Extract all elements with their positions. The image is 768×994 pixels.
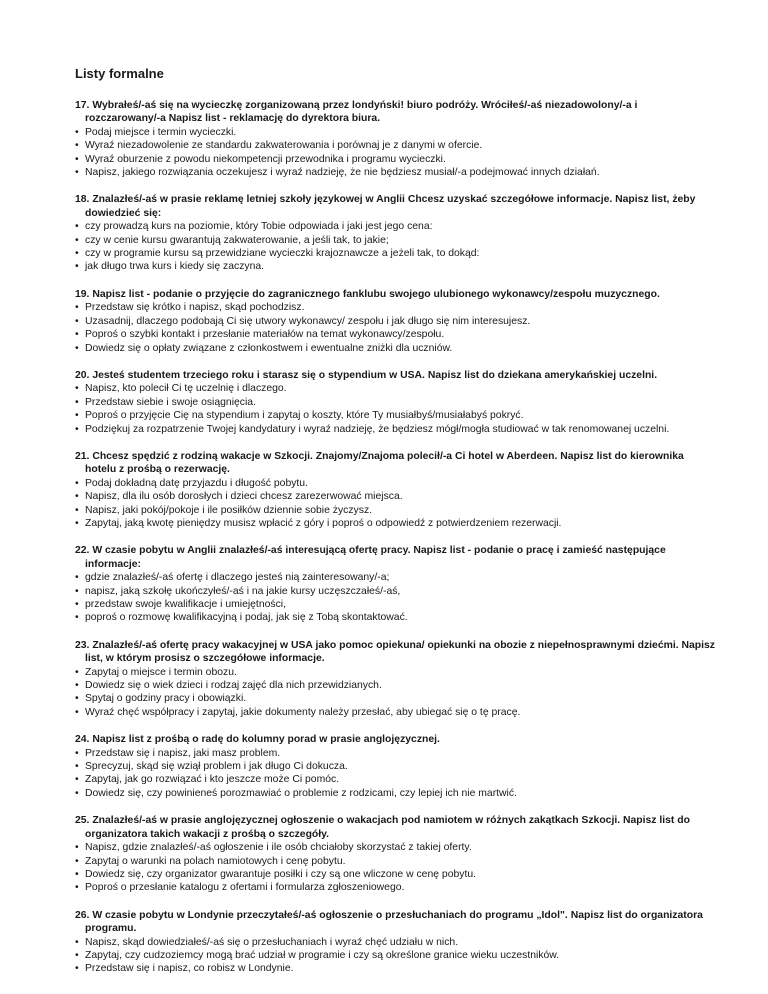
task-bullet-list bbox=[75, 841, 715, 895]
bullet-icon: • bbox=[75, 855, 79, 867]
list-item-text: Poproś o przyjęcie Cię na stypendium i zapytaj o koszty, które Ty musiałbyś/musiałabyś pokryć. bbox=[85, 410, 524, 422]
list-item-text: Zapytaj o warunki na polach namiotowych i cenę pobytu. bbox=[85, 855, 346, 867]
task-heading: 24. Napisz list z prośbą o radę do kolumny porad w prasie anglojęzycznej. bbox=[75, 734, 440, 746]
task-section bbox=[75, 639, 715, 719]
list-item bbox=[75, 260, 715, 273]
list-item bbox=[75, 787, 715, 800]
bullet-icon: • bbox=[75, 153, 79, 165]
task-bullet-list bbox=[75, 747, 715, 801]
list-item-text: Wyraź oburzenie z powodu niekompetencji przewodnika i programu wycieczki. bbox=[85, 153, 446, 165]
bullet-icon: • bbox=[75, 410, 79, 422]
list-item-text: Przedstaw się krótko i napisz, skąd pochodzisz. bbox=[85, 302, 305, 314]
list-item-text: Napisz, gdzie znalazłeś/-aś ogłoszenie i ile osób chciałoby skorzystać z takiej oferty. bbox=[85, 842, 472, 854]
list-item bbox=[75, 855, 715, 868]
list-item bbox=[75, 477, 715, 490]
bullet-icon: • bbox=[75, 949, 79, 961]
bullet-icon: • bbox=[75, 963, 79, 975]
bullet-icon: • bbox=[75, 477, 79, 489]
list-item bbox=[75, 571, 715, 584]
list-item bbox=[75, 153, 715, 166]
bullet-icon: • bbox=[75, 680, 79, 692]
list-item-text: gdzie znalazłeś/-aś ofertę i dlaczego jesteś nią zainteresowany/-a; bbox=[85, 572, 390, 584]
list-item-text: Poproś o przesłanie katalogu z ofertami i formularza zgłoszeniowego. bbox=[85, 882, 405, 894]
bullet-icon: • bbox=[75, 221, 79, 233]
list-item bbox=[75, 342, 715, 355]
list-item-text: jak długo trwa kurs i kiedy się zaczyna. bbox=[85, 261, 265, 273]
list-item-text: poproś o rozmowę kwalifikacyjną i podaj, jak się z Tobą skontaktować. bbox=[85, 612, 408, 624]
list-item bbox=[75, 382, 715, 395]
list-item-text: Wyraź chęć współpracy i zapytaj, jakie dokumenty należy przesłać, aby ubiegać się o tę pracę. bbox=[85, 706, 521, 718]
task-bullet-list bbox=[75, 936, 715, 976]
list-item-text: Wyraź niezadowolenie ze standardu zakwaterowania i porównaj je z danymi w ofercie. bbox=[85, 140, 483, 152]
bullet-icon: • bbox=[75, 261, 79, 273]
list-item-text: Zapytaj, jaką kwotę pieniędzy musisz wpłacić z góry i poproś o odpowiedź z potwierdzeniem rezerwacji. bbox=[85, 517, 562, 529]
task-bullet-list bbox=[75, 301, 715, 355]
task-bullet-list bbox=[75, 126, 715, 180]
list-item-text: Spytaj o godziny pracy i obowiązki. bbox=[85, 693, 247, 705]
list-item-text: Napisz, jakiego rozwiązania oczekujesz i wyraź nadzieję, że nie będziesz musiał/-a podejmować innych działań. bbox=[85, 167, 600, 179]
list-item bbox=[75, 760, 715, 773]
list-item-text: Podaj miejsce i termin wycieczki. bbox=[85, 126, 237, 138]
list-item bbox=[75, 706, 715, 719]
list-item bbox=[75, 949, 715, 962]
task-bullet-list bbox=[75, 571, 715, 625]
list-item bbox=[75, 409, 715, 422]
list-item-text: Przedstaw siebie i swoje osiągnięcia. bbox=[85, 396, 256, 408]
list-item-text: Przedstaw się i napisz, co robisz w Londynie. bbox=[85, 963, 294, 975]
list-item bbox=[75, 598, 715, 611]
task-heading: 20. Jesteś studentem trzeciego roku i starasz się o stypendium w USA. Napisz list do dziekana amerykańskiej uczelni. bbox=[75, 369, 658, 381]
list-item bbox=[75, 315, 715, 328]
list-item-text: Napisz, skąd dowiedziałeś/-aś się o przesłuchaniach i wyraź chęć udziału w nich. bbox=[85, 936, 459, 948]
list-item-text: Podaj dokładną datę przyjazdu i długość pobytu. bbox=[85, 477, 308, 489]
task-bullet-list bbox=[75, 220, 715, 274]
list-item bbox=[75, 747, 715, 760]
list-item bbox=[75, 666, 715, 679]
task-section bbox=[75, 733, 715, 800]
task-bullet-list bbox=[75, 477, 715, 531]
list-item-text: napisz, jaką szkołę ukończyłeś/-aś i na jakie kursy uczęszczałeś/-aś, bbox=[85, 585, 401, 597]
list-item-text: Poproś o szybki kontakt i przesłanie materiałów na temat wykonawcy/zespołu. bbox=[85, 329, 445, 341]
bullet-icon: • bbox=[75, 140, 79, 152]
list-item bbox=[75, 504, 715, 517]
bullet-icon: • bbox=[75, 612, 79, 624]
task-section bbox=[75, 450, 715, 530]
bullet-icon: • bbox=[75, 302, 79, 314]
list-item-text: Napisz, dla ilu osób dorosłych i dzieci chcesz zarezerwować miejsca. bbox=[85, 491, 403, 503]
list-item bbox=[75, 773, 715, 786]
list-item-text: Dowiedz się o wiek dzieci i rodzaj zajęć dla nich przewidzianych. bbox=[85, 680, 382, 692]
list-item bbox=[75, 490, 715, 503]
task-list-container bbox=[75, 99, 715, 976]
list-item bbox=[75, 396, 715, 409]
task-heading: 25. Znalazłeś/-aś w prasie anglojęzycznej ogłoszenie o wakacjach pod namiotem w różnych zakątkach Szkocji. Napisz list do organizatora takich wakacji z prośbą o szczegóły. bbox=[75, 815, 690, 840]
list-item-text: czy w programie kursu są przewidziane wycieczki krajoznawcze a jeżeli tak, to dokąd: bbox=[85, 248, 480, 260]
bullet-icon: • bbox=[75, 329, 79, 341]
task-section bbox=[75, 544, 715, 624]
task-heading: 22. W czasie pobytu w Anglii znalazłeś/-aś interesującą ofertę pracy. Napisz list - podanie o pracę i zamieść następujące informacje: bbox=[75, 545, 666, 570]
list-item-text: Zapytaj o miejsce i termin obozu. bbox=[85, 666, 237, 678]
bullet-icon: • bbox=[75, 248, 79, 260]
bullet-icon: • bbox=[75, 234, 79, 246]
task-section bbox=[75, 814, 715, 894]
bullet-icon: • bbox=[75, 599, 79, 610]
list-item-text: przedstaw swoje kwalifikacje i umiejętności, bbox=[85, 599, 286, 610]
list-item bbox=[75, 234, 715, 247]
task-bullet-list bbox=[75, 666, 715, 720]
list-item-text: Zapytaj, jak go rozwiązać i kto jeszcze może Ci pomóc. bbox=[85, 774, 340, 786]
bullet-icon: • bbox=[75, 585, 79, 597]
document-page bbox=[75, 66, 715, 990]
task-section bbox=[75, 99, 715, 179]
list-item-text: Dowiedz się, czy powinieneś porozmawiać o problemie z rodzicami, czy lepiej ich nie martwić. bbox=[85, 787, 517, 799]
list-item-text: Dowiedz się o opłaty związane z członkostwem i ewentualne zniżki dla uczniów. bbox=[85, 342, 453, 354]
list-item-text: czy prowadzą kurs na poziomie, który Tobie odpowiada i jaki jest jego cena: bbox=[85, 221, 433, 233]
list-item bbox=[75, 936, 715, 949]
list-item bbox=[75, 692, 715, 705]
bullet-icon: • bbox=[75, 423, 79, 435]
bullet-icon: • bbox=[75, 126, 79, 138]
list-item bbox=[75, 301, 715, 314]
bullet-icon: • bbox=[75, 517, 79, 529]
bullet-icon: • bbox=[75, 842, 79, 854]
bullet-icon: • bbox=[75, 787, 79, 799]
bullet-icon: • bbox=[75, 693, 79, 705]
list-item bbox=[75, 126, 715, 139]
task-section bbox=[75, 288, 715, 355]
list-item bbox=[75, 962, 715, 975]
list-item-text: Dowiedz się, czy organizator gwarantuje posiłki i czy są one wliczone w cenę pobytu. bbox=[85, 868, 476, 880]
list-item-text: Uzasadnij, dlaczego podobają Ci się utwory wykonawcy/ zespołu i jak długo się nim interesujesz. bbox=[85, 315, 531, 327]
bullet-icon: • bbox=[75, 774, 79, 786]
list-item bbox=[75, 868, 715, 881]
bullet-icon: • bbox=[75, 396, 79, 408]
task-heading: 23. Znalazłeś/-aś ofertę pracy wakacyjnej w USA jako pomoc opiekuna/ opiekunki na obozie z niepełnosprawnymi dziećmi. Napisz list, w którym prosisz o szczegółowe informacje. bbox=[75, 639, 715, 665]
bullet-icon: • bbox=[75, 761, 79, 773]
bullet-icon: • bbox=[75, 572, 79, 584]
bullet-icon: • bbox=[75, 342, 79, 354]
list-item-text: Zapytaj, czy cudzoziemcy mogą brać udział w programie i czy są określone granice wieku uczestników. bbox=[85, 949, 560, 961]
list-item bbox=[75, 220, 715, 233]
list-item-text: Podziękuj za rozpatrzenie Twojej kandydatury i wyraź nadzieję, że będziesz mógł/mogła studiować w tak renomowanej uczelni. bbox=[85, 423, 670, 435]
list-item bbox=[75, 679, 715, 692]
list-item bbox=[75, 517, 715, 530]
list-item-text: Sprecyzuj, skąd się wziął problem i jak długo Ci dokucza. bbox=[85, 761, 348, 773]
list-item bbox=[75, 881, 715, 894]
list-item-text: Napisz, jaki pokój/pokoje i ile posiłków dziennie sobie życzysz. bbox=[85, 504, 373, 516]
task-heading: 17. Wybrałeś/-aś się na wycieczkę zorganizowaną przez londyński! biuro podróży. Wróciłeś/-aś niezadowolony/-a i rozczarowany/-a Napisz list - reklamację do dyrektora biura. bbox=[75, 100, 638, 125]
task-section bbox=[75, 369, 715, 436]
bullet-icon: • bbox=[75, 882, 79, 894]
bullet-icon: • bbox=[75, 491, 79, 503]
list-item bbox=[75, 328, 715, 341]
bullet-icon: • bbox=[75, 747, 79, 759]
list-item-text: Napisz, kto polecił Ci tę uczelnię i dlaczego. bbox=[85, 383, 287, 395]
bullet-icon: • bbox=[75, 315, 79, 327]
list-item bbox=[75, 423, 715, 436]
task-heading: 18. Znalazłeś/-aś w prasie reklamę letniej szkoły językowej w Anglii Chcesz uzyskać szczegółowe informacje. Napisz list, żeby dowiedzieć się: bbox=[75, 194, 696, 219]
bullet-icon: • bbox=[75, 666, 79, 678]
list-item bbox=[75, 841, 715, 854]
task-heading: 26. W czasie pobytu w Londynie przeczytałeś/-aś ogłoszenie o przesłuchaniach do programu „Idol". Napisz list do organizatora programu. bbox=[75, 909, 703, 935]
bullet-icon: • bbox=[75, 504, 79, 516]
list-item bbox=[75, 585, 715, 598]
list-item bbox=[75, 247, 715, 260]
task-heading: 19. Napisz list - podanie o przyjęcie do zagranicznego fanklubu swojego ulubionego wykonawcy/zespołu muzycznego. bbox=[75, 288, 660, 300]
list-item-text: czy w cenie kursu gwarantują zakwaterowanie, a jeśli tak, to jakie; bbox=[85, 234, 389, 246]
task-heading: 21. Chcesz spędzić z rodziną wakacje w Szkocji. Znajomy/Znajoma polecił/-a Ci hotel w Aberdeen. Napisz list do kierownika hotelu z prośbą o rezerwację. bbox=[75, 450, 684, 476]
document-title: Listy formalne bbox=[75, 66, 164, 81]
bullet-icon: • bbox=[75, 868, 79, 880]
bullet-icon: • bbox=[75, 383, 79, 395]
task-bullet-list bbox=[75, 382, 715, 436]
list-item bbox=[75, 139, 715, 152]
list-item bbox=[75, 611, 715, 624]
list-item-text: Przedstaw się i napisz, jaki masz problem. bbox=[85, 747, 281, 759]
task-section bbox=[75, 193, 715, 273]
task-section bbox=[75, 909, 715, 976]
bullet-icon: • bbox=[75, 936, 79, 948]
list-item bbox=[75, 166, 715, 179]
bullet-icon: • bbox=[75, 167, 79, 179]
bullet-icon: • bbox=[75, 706, 79, 718]
